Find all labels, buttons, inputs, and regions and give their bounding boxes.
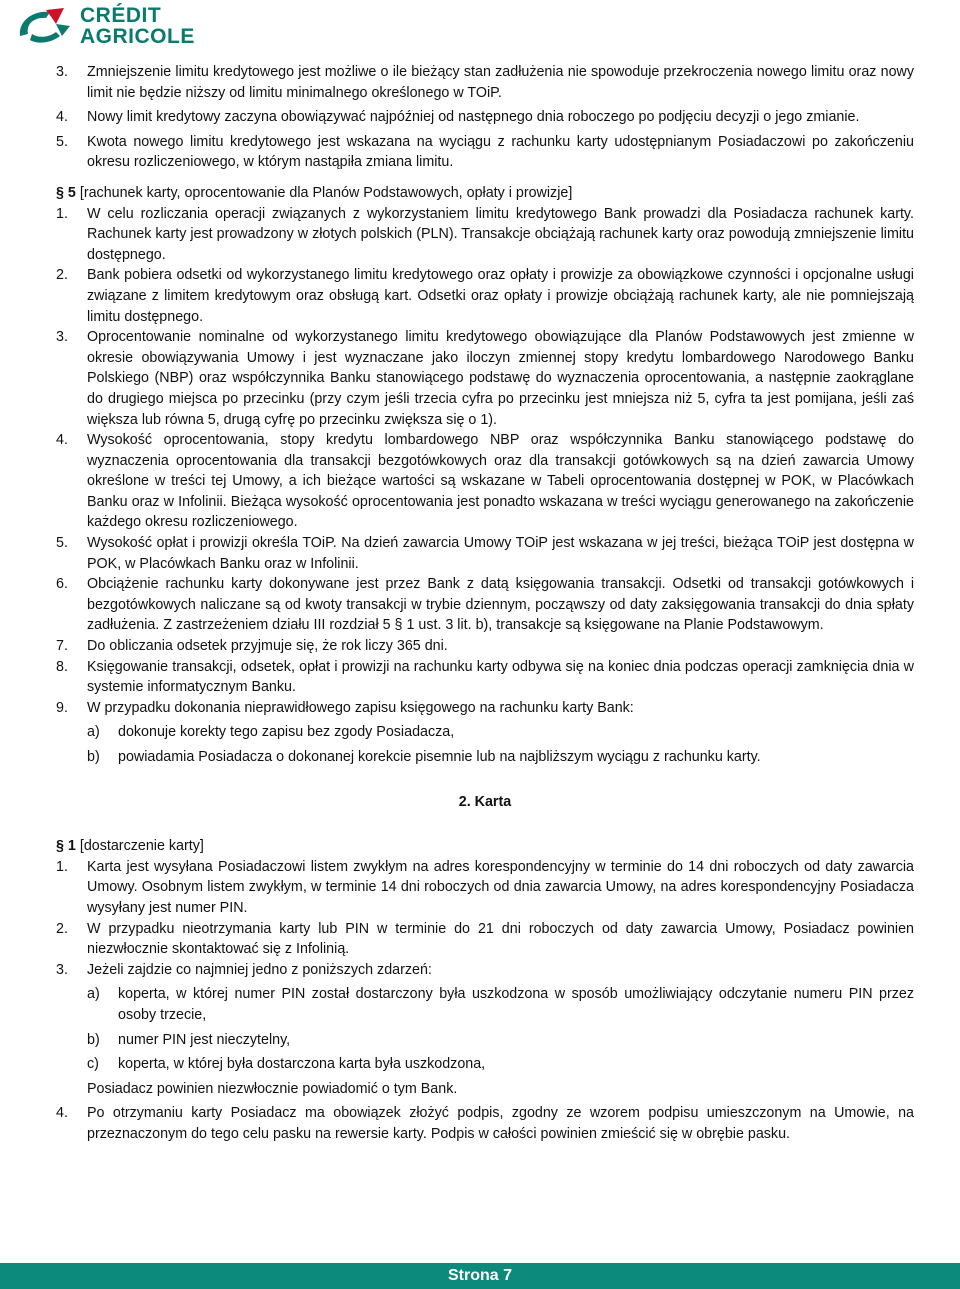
list-item (56, 857, 914, 919)
list-item (56, 107, 914, 128)
item-number: 4. (56, 1105, 68, 1122)
sub-item-letter: a) (87, 986, 100, 1003)
list-item (56, 533, 914, 574)
sub-item (87, 1030, 914, 1051)
item-text: Oprocentowanie nominalne od wykorzystanego limitu kredytowego obowiązujące dla Planów Podstawowych jest zmienne w okresie obowiązywania Umowy i jest wyznaczane jako iloczyn zmiennej stopy kredytu lombardowego Narodowego Banku Polskiego (NBP) oraz współczynnika Banku stanowiącego podstawę do wyznaczenia oprocentowania, a następnie zaokrąglane do drugiego miejsca po przecinku (przy czym jeśli trzecia cyfra po przecinku jest mniejsza niż 5, cyfra ta jest pomijana, jeśli zaś większa lub równa 5, drugą cyfrę po przecinku zwiększa się o 1). (87, 329, 914, 428)
section-title: [rachunek karty, oprocentowanie dla Planów Podstawowych, opłaty i prowizje] (79, 184, 573, 201)
item-3-followup: Posiadacz powinien niezwłocznie powiadomić o tym Bank. (87, 1080, 458, 1097)
sub-item-text: koperta, w której numer PIN został dostarczony była uszkodzona w sposób umożliwiający odczytanie numeru PIN przez osoby trzecie, (118, 986, 914, 1023)
item-number: 7. (56, 638, 68, 655)
item-text: Wysokość oprocentowania, stopy kredytu lombardowego NBP oraz współczynnika Banku stanowiącego podstawę do wyznaczenia oprocentowania dla transakcji bezgotówkowych oraz dla transakcji gotówkowych są na dzień zawarcia Umowy określone w treści tej Umowy, a ich bieżące wartości są wskazane w Tabeli oprocentowania dostępnej w POK, w Placówkach Banku oraz w Infolinii. Bieżąca wysokość oprocentowania jest ponadto wskazana w treści wyciągu generowanego na zakończenie każdego okresu rozliczeniowego. (87, 432, 914, 531)
item-number: 4. (56, 109, 68, 126)
item-text: Jeżeli zajdzie co najmniej jedno z poniższych zdarzeń: (87, 961, 432, 978)
sub-item-letter: a) (87, 724, 100, 741)
list-item (56, 919, 914, 960)
item-number: 3. (56, 64, 68, 80)
list-item (56, 204, 914, 266)
credit-agricole-logo-icon (16, 6, 74, 46)
list-item (56, 574, 914, 636)
list-item (56, 430, 914, 533)
item-text: Bank pobiera odsetki od wykorzystanego limitu kredytowego oraz opłaty i prowizje za obowiązkowe czynności i opcjonalne usługi związane z limitem kredytowym oraz obsługą kart. Odsetki oraz opłaty i prowizje obciążają rachunek karty, ale nie pomniejszają limitu dostępnego. (87, 267, 914, 325)
list-item (56, 62, 914, 103)
item-number: 2. (56, 267, 68, 284)
item-number: 1. (56, 205, 68, 222)
item-number: 4. (56, 432, 68, 449)
item-text: Obciążenie rachunku karty dokonywane jest przez Bank z datą księgowania transakcji. Odsetki od transakcji gotówkowych i bezgotówkowych naliczane są od kwoty transakcji w trybie dziennym, począwszy od daty zaksięgowania transakcji do dnia spłaty zadłużenia. Z zastrzeżeniem działu III rozdział 5 § 1 ust. 3 lit. b), transakcje są księgowane na Planie Podstawowym. (87, 576, 914, 634)
page-footer (0, 1263, 960, 1289)
item-number: 5. (56, 133, 68, 150)
section-1-heading (56, 836, 914, 857)
logo-wordmark (80, 5, 195, 47)
list-item (56, 327, 914, 430)
item-number: 5. (56, 535, 68, 552)
document-body (56, 62, 914, 1145)
sub-item (87, 1054, 914, 1075)
section-sign: § 1 (56, 838, 76, 855)
sub-item-text: powiadamia Posiadacza o dokonanej korekcie pisemnie lub na najbliższym wyciągu z rachunku karty. (118, 749, 761, 765)
sub-item-letter: b) (87, 1031, 100, 1048)
item-text: W przypadku dokonania nieprawidłowego zapisu księgowego na rachunku karty Bank: (87, 699, 634, 716)
item-number: 3. (56, 961, 68, 978)
section-sign: § 5 (56, 184, 76, 201)
item-text: Wysokość opłat i prowizji określa TOiP. Na dzień zawarcia Umowy TOiP jest wskazana w jej treści, bieżąca TOiP jest dostępna w POK, w Placówkach Banku oraz w Infolinii. (87, 535, 914, 572)
sub-item-text: koperta, w której była dostarczona karta była uszkodzona, (118, 1056, 486, 1073)
list-item (56, 698, 914, 719)
sub-item-text: dokonuje korekty tego zapisu bez zgody Posiadacza, (118, 724, 455, 741)
item-text: Księgowanie transakcji, odsetek, opłat i prowizji na rachunku karty odbywa się na koniec dnia podczas operacji zamknięcia dnia w systemie informatycznym Banku. (87, 658, 914, 696)
item-number: 1. (56, 858, 68, 875)
sub-item-text: numer PIN jest nieczytelny, (118, 1031, 291, 1048)
list-item (56, 265, 914, 327)
item-text: Karta jest wysyłana Posiadaczowi listem zwykłym na adres korespondencyjny w terminie do 14 dni roboczych od daty zawarcia Umowy. Osobnym listem zwykłym, w terminie 14 dni roboczych od dnia zawarcia Umowy, na adres korespondencyjny Posiadacza wysyłany jest numer PIN. (87, 858, 914, 916)
item-number: 6. (56, 576, 68, 593)
item-number: 2. (56, 920, 68, 937)
logo-line-1: CRÉDIT (80, 4, 162, 27)
logo-line-2: AGRICOLE (80, 25, 195, 48)
item-text: Zmniejszenie limitu kredytowego jest możliwe o ile bieżący stan zadłużenia nie spowoduje przekroczenia nowego limitu oraz nowy limit nie będzie niższy od limitu minimalnego określonego w TOiP. (87, 64, 914, 101)
list-item (56, 657, 914, 698)
sub-item (87, 747, 914, 768)
credit-agricole-logo (16, 4, 195, 48)
list-item (56, 636, 914, 657)
list-item (56, 132, 914, 173)
chapter-title: 2. Karta (458, 793, 512, 810)
item-number: 9. (56, 699, 68, 716)
sub-item-letter: b) (87, 749, 100, 765)
sub-item-letter: c) (87, 1056, 99, 1073)
sub-item (87, 722, 914, 743)
item-text: W celu rozliczania operacji związanych z wykorzystaniem limitu kredytowego Bank prowadzi dla Posiadacza rachunek karty. Rachunek karty jest prowadzony w złotych polskich (PLN). Transakcje obciążają rachunek karty oraz powodują zmniejszenie limitu dostępnego. (87, 205, 914, 263)
sub-item (87, 984, 914, 1025)
section-title: [dostarczenie karty] (79, 838, 204, 855)
list-item (56, 1103, 914, 1144)
item-number: 8. (56, 658, 68, 675)
list-item (56, 960, 914, 981)
item-number: 3. (56, 329, 68, 346)
section-5-heading (56, 183, 914, 204)
item-text: Kwota nowego limitu kredytowego jest wskazana na wyciągu z rachunku karty udostępnianym Posiadaczowi po zakończeniu okresu rozliczeniowego, w którym nastąpiła zmiana limitu. (87, 133, 914, 171)
item-text: Po otrzymaniu karty Posiadacz ma obowiązek złożyć podpis, zgodny ze wzorem podpisu umieszczonym na Umowie, na przeznaczonym do tego celu pasku na rewersie karty. Podpis w całości powinien zmieścić się w obrębie pasku. (87, 1105, 914, 1142)
item-text: Nowy limit kredytowy zaczyna obowiązywać najpóźniej od następnego dnia roboczego po podjęciu decyzji o jego zmianie. (87, 109, 860, 126)
item-text: W przypadku nieotrzymania karty lub PIN w terminie do 21 dni roboczych od daty zawarcia Umowy, Posiadacz powinien niezwłocznie skontaktować się z Infolinią. (87, 920, 914, 958)
item-text: Do obliczania odsetek przyjmuje się, że rok liczy 365 dni. (87, 638, 448, 655)
page-number: Strona 7 (447, 1267, 512, 1284)
